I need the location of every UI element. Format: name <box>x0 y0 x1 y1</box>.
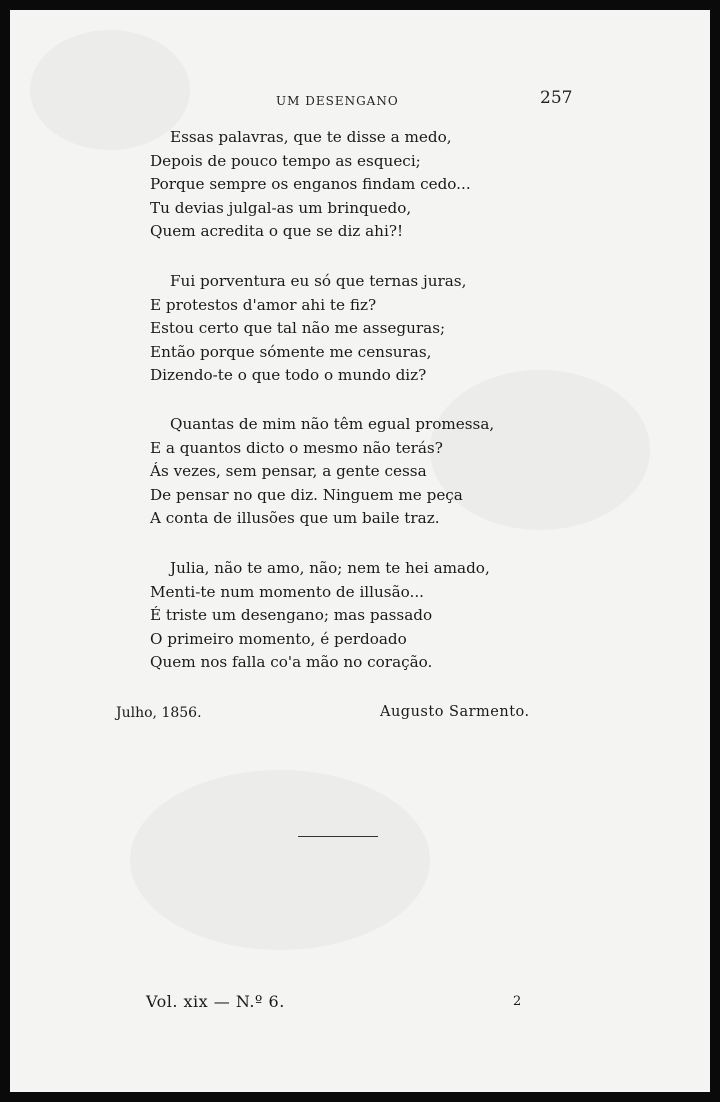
sheet-signature: 2 <box>513 994 522 1009</box>
poem-line: Fui porventura eu só que ternas juras, <box>170 272 467 290</box>
poem-line: A conta de illusões que um baile traz. <box>150 509 440 527</box>
poem-line: Quantas de mim não têm egual promessa, <box>170 415 495 433</box>
poem-date: Julho, 1856. <box>116 705 202 721</box>
poem-line: Dizendo-te o que todo o mundo diz? <box>150 366 427 384</box>
poem-stanza-1 <box>150 126 471 244</box>
running-title: UM DESENGANO <box>276 94 399 108</box>
poem-line: Quem acredita o que se diz ahi?! <box>150 222 404 240</box>
poem-stanza-2 <box>150 270 466 388</box>
section-divider <box>298 836 378 837</box>
poem-line: Porque sempre os enganos findam cedo... <box>150 175 471 193</box>
poem-author: Augusto Sarmento. <box>380 704 530 720</box>
poem-line: E a quantos dicto o mesmo não terás? <box>150 438 443 457</box>
poem-line: Ás vezes, sem pensar, a gente cessa <box>150 462 427 480</box>
poem-line: De pensar no que diz. Ninguem me peça <box>150 485 463 504</box>
poem-line: E protestos d'amor ahi te fiz? <box>150 295 377 314</box>
poem-line: O primeiro momento, é perdoado <box>150 629 407 648</box>
poem-stanza-3 <box>150 413 494 531</box>
poem-line: Julia, não te amo, não; nem te hei amado, <box>170 559 490 577</box>
poem-line: Quem nos falla co'a mão no coração. <box>150 653 433 671</box>
page-number: 257 <box>540 88 573 108</box>
poem-line: Tu devias julgal-as um brinquedo, <box>150 198 412 217</box>
poem-line: Estou certo que tal não me asseguras; <box>150 319 446 337</box>
poem-line: É triste um desengano; mas passado <box>150 606 433 624</box>
poem-line: Depois de pouco tempo as esqueci; <box>150 151 421 170</box>
scan-smudge <box>130 770 430 950</box>
poem-line: Então porque sómente me censuras, <box>150 342 432 361</box>
poem-line: Essas palavras, que te disse a medo, <box>170 128 452 146</box>
poem-stanza-4 <box>150 557 490 675</box>
poem-line: Menti-te num momento de illusão... <box>150 582 425 601</box>
book-page <box>10 10 710 1092</box>
volume-number: Vol. xix — N.º 6. <box>146 992 285 1011</box>
